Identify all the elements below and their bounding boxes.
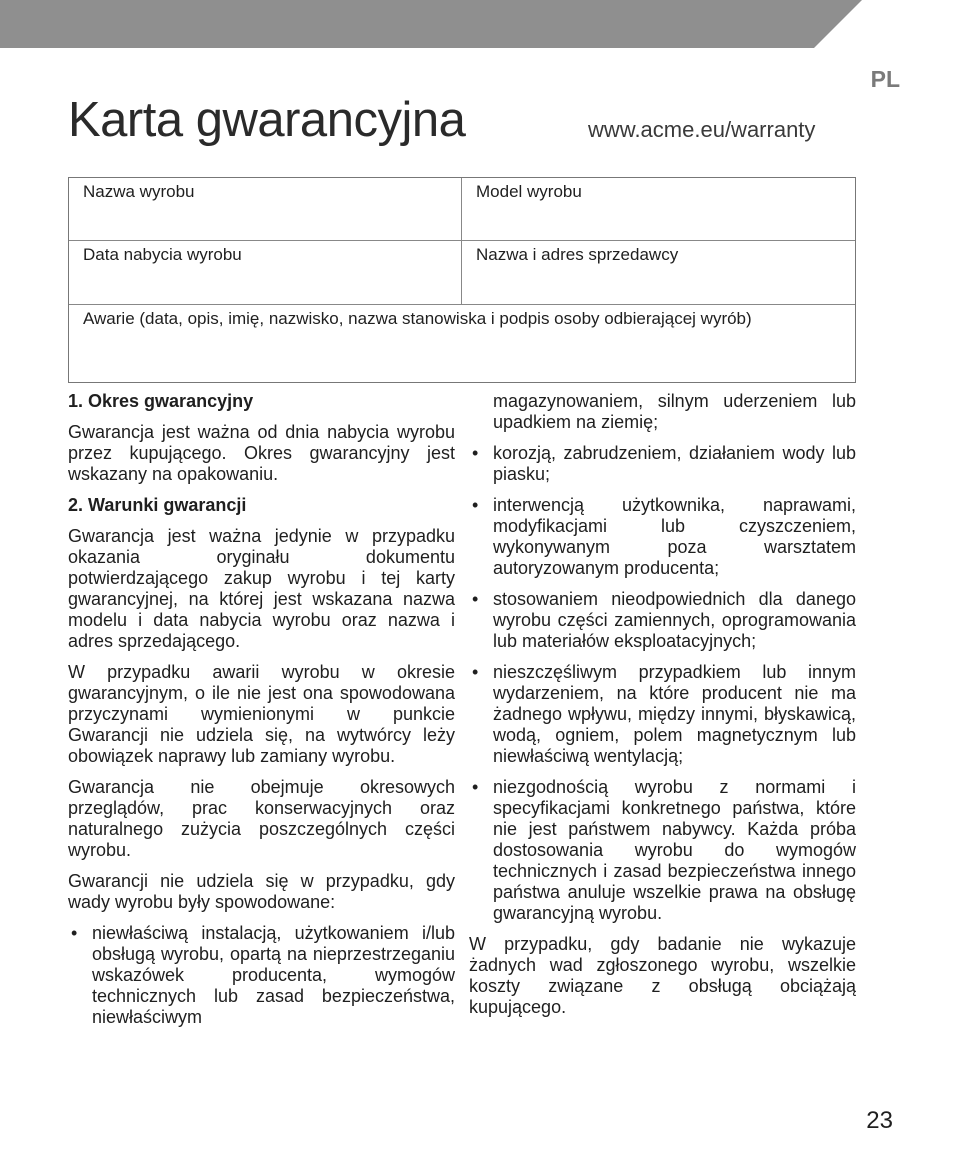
exclusion-item: • stosowaniem nieodpowiednich dla danego wyrobu części zamiennych, oprogramowania lub materiałów eksploatacyjnych; — [469, 589, 856, 652]
exclusion-item: • niezgodnością wyrobu z normami i specyfikacjami konkretnego państwa, które nie jest państwem nabywcy. Każda próba dostosowania wyrobu do wymogów technicznych i zasad bezpieczeństwa innego państwa anuluje wszelkie prawa na obsługę gwarancyjną wyrobu. — [469, 777, 856, 924]
purchase-date-label: Data nabycia wyrobu — [83, 245, 242, 264]
product-model-field[interactable] — [462, 178, 855, 241]
exclusion-item: • nieszczęśliwym przypadkiem lub innym wydarzeniem, na które producent nie ma żadnego wpływu, między innymi, błyskawicą, wodą, ogniem, polem magnetycznym lub niewłaściwą wentylacją; — [469, 662, 856, 767]
page-title: Karta gwarancyjna — [68, 93, 466, 147]
language-label: PL — [870, 66, 900, 92]
purchase-date-field[interactable] — [69, 241, 462, 305]
section-2-paragraph: Gwarancja jest ważna jedynie w przypadku okazania oryginału dokumentu potwierdzającego zakup wyrobu i tej karty gwarancyjnej, na której jest wskazana nazwa modelu i data nabycia wyrobu oraz nazwa i adres sprzedającego. — [68, 526, 455, 651]
failures-field[interactable] — [69, 305, 855, 382]
product-name-field[interactable] — [69, 178, 462, 241]
exclusion-item: • interwencją użytkownika, naprawami, modyfikacjami lub czyszczeniem, wykonywanym poza warsztatem autoryzowanym producenta; — [469, 495, 856, 579]
right-column — [469, 391, 856, 1028]
section-1-heading: 1. Okres gwarancyjny — [68, 391, 254, 411]
section-2-paragraph: Gwarancji nie udziela się w przypadku, gdy wady wyrobu były spowodowane: — [68, 871, 455, 912]
seller-field[interactable] — [462, 241, 855, 305]
exclusion-item-continuation: magazynowaniem, silnym uderzeniem lub upadkiem na ziemię; — [493, 391, 856, 432]
exclusion-item: • korozją, zabrudzeniem, działaniem wody lub piasku; — [469, 443, 856, 485]
section-2-paragraph: W przypadku awarii wyrobu w okresie gwarancyjnym, o ile nie jest ona spowodowana przyczynami wymienionymi w punkcie Gwarancji nie udziela się, na wytwórcy leży obowiązek naprawy lub zamiany wyrobu. — [68, 662, 455, 766]
left-column — [68, 391, 455, 1038]
seller-label: Nazwa i adres sprzedawcy — [476, 245, 679, 264]
section-2-heading: 2. Warunki gwarancji — [68, 495, 247, 515]
section-2-paragraph: Gwarancja nie obejmuje okresowych przeglądów, prac konserwacyjnych oraz naturalnego zużycia poszczególnych części wyrobu. — [68, 777, 455, 860]
exclusions-list — [68, 923, 455, 1028]
closing-paragraph: W przypadku, gdy badanie nie wykazuje żadnych wad zgłoszonego wyrobu, wszelkie koszty związane z obsługą obciążają kupującego. — [469, 934, 856, 1017]
section-1-paragraph: Gwarancja jest ważna od dnia nabycia wyrobu przez kupującego. Okres gwarancyjny jest wskazany na opakowaniu. — [68, 422, 455, 484]
failures-label: Awarie (data, opis, imię, nazwisko, nazwa stanowiska i podpis osoby odbierającej wyrób) — [83, 309, 752, 328]
warranty-form-table — [68, 177, 856, 383]
product-model-label: Model wyrobu — [476, 182, 582, 201]
exclusions-list-continued — [469, 443, 856, 924]
header-band — [0, 0, 862, 48]
product-name-label: Nazwa wyrobu — [83, 182, 195, 201]
page-number: 23 — [866, 1107, 893, 1134]
warranty-url[interactable]: www.acme.eu/warranty — [588, 117, 816, 142]
exclusion-item: • niewłaściwą instalacją, użytkowaniem i/lub obsługą wyrobu, opartą na nieprzestrzeganiu wskazówek producenta, wymogów technicznych lub zasad bezpieczeństwa, niewłaściwym — [68, 923, 455, 1028]
